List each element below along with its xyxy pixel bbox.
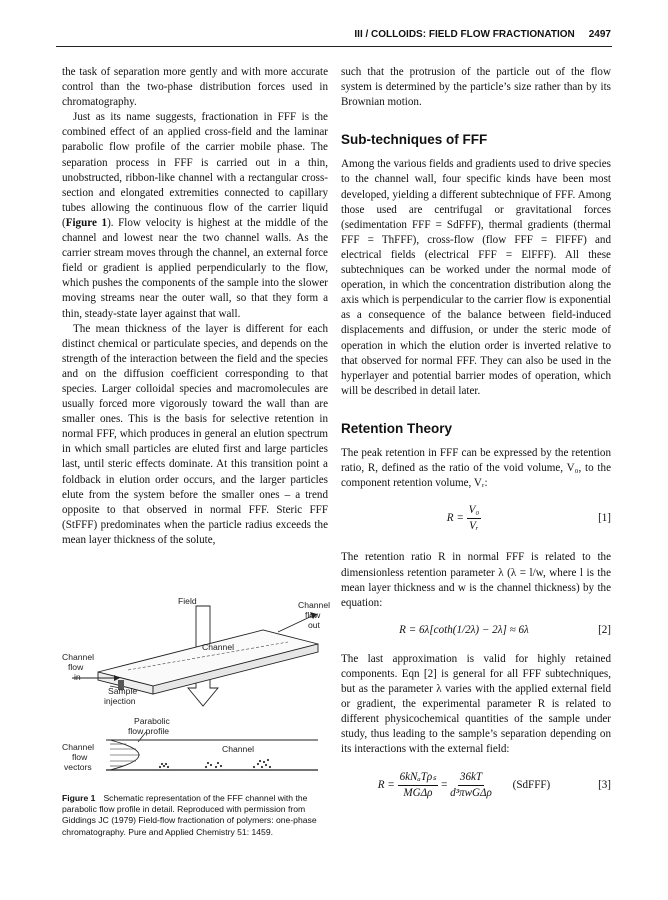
figure-1-caption [62,793,328,838]
eq2-number: [2] [598,623,611,636]
running-header [354,29,611,40]
eq3-fraction-2 [450,770,492,801]
heading-subtechniques: Sub-techniques of FFF [341,132,488,148]
caption-text: Schematic representation of the FFF channel with the parabolic flow profile in detail. Reproduced with permission from Giddings JC (1979) Field-flow fractionation of polymers: one-phase chromatography. Pure and Applied Chemistry 51: 1459. [62,793,317,837]
label-flow-in-1: Channel [62,652,95,662]
eq3-denominator-1: MGΔρ [403,786,433,799]
label-flow-out-1: Channel [298,600,331,610]
label-flow-in-3: in [74,672,81,682]
eq3-numerator-1: 6kNₐTρₛ [398,770,439,786]
right-paragraph-4: The retention ratio R in normal FFF is related to the dimensionless retention parameter λ (λ = l/w, where l is the mean layer thickness and w is the channel thickness) by the equation: [341,551,611,609]
eq1-number: [1] [598,512,611,525]
eq3-numerator-2: 36kT [458,770,484,786]
eq3-denominator-2: d³πwGΔρ [450,786,492,799]
fff-channel-schematic [58,594,338,794]
left-paragraph-2 [62,110,328,321]
eq1-fraction [467,503,482,534]
figure-1 [58,594,338,794]
label-channel-top: Channel [202,642,235,652]
label-vectors-3: vectors [64,762,92,772]
header-rule [56,46,612,47]
label-flow-in-2: flow [68,662,84,672]
right-paragraph-3: The peak retention in FFF can be expressed by the retention ratio, R, defined as the ratio of the void volume, V₀, to the component retention volume, Vᵣ: [341,446,611,490]
label-sample-1: Sample [108,686,138,696]
label-channel-lower: Channel [222,744,255,754]
channel-detail [106,732,318,770]
right-column [341,65,611,801]
eq1-numerator: V₀ [467,503,482,519]
left-paragraph-1: the task of separation more gently and with more accurate control than the two-phase distribution forces used in chromatography. [62,66,328,109]
label-flow-out-3: out [308,620,320,630]
eq1-lhs: R = [446,512,464,525]
eq1-denominator: Vᵣ [469,520,479,533]
label-flow-out-2: flow [305,610,321,620]
equation-3 [341,770,611,801]
right-paragraph-5: The last approximation is valid for highly retained components. Eqn [2] is general for all FFF subtechniques, but as the parameter λ varies with the applied external field or gradient, the experimental parameter R is related to different physicochemical quantities of the sample under study, thus leading to the sample’s separation depending on its interactions with the external field: [341,652,611,756]
label-parabolic-2: flow profile [128,726,170,736]
eq3-number: [3] [598,778,611,791]
label-vectors-2: flow [72,752,88,762]
eq3-equals: = [441,778,448,791]
right-paragraph-2: Among the various fields and gradients used to drive species to the channel wall, four specific kinds have been most developed, yielding a different subtechnique of FFF. Among those used are centrifugal or gravitational forces (sedimentation FFF = SdFFF), thermal gradients (thermal FFF = ThFFF), cross-flow (flow FFF = FlFFF) and electrical fields (electrical FFF = ElFFF). All these subtechniques can be worked under the normal mode of operation, in which the concentration distribution along the axis which is perpendicular to the carrier flow is exponential as a consequence of the balance between field-induced displacements and diffusion, or under the steric mode of operation in which the elution order is inverted relative to that observed for normal FFF. They can also be used in the hyperlayer and potential barrier modes of operation, which will be described in detail later. [341,158,611,397]
label-field: Field [178,596,197,606]
right-paragraph-1: such that the protrusion of the particle out of the flow system is determined by the particle’s size rather than by its Brownian motion. [341,66,611,109]
eq3-lhs: R = [377,778,395,791]
equation-1 [341,503,611,534]
sample-zones [159,759,271,768]
left-column [62,65,328,548]
heading-retention-theory: Retention Theory [341,420,453,436]
label-sample-2: injection [104,696,136,706]
caption-label: Figure 1 [62,793,96,803]
figure-1-reference[interactable]: Figure 1 [65,216,108,229]
eq3-fraction-1 [398,770,439,801]
eq3-tag: (SdFFF) [512,778,551,791]
left-paragraph-3: The mean thickness of the layer is different for each distinct chemical or particulate species, and depends on the strength of the interaction between the field and the species and on the diffusion coefficient corresponding to that species. Larger colloidal species and macromolecules are usually forced more vigorously toward the wall than are smaller ones. This is the basis for selective retention in normal FFF, which produces in general an elution spectrum in which small particles are eluted first and large particles last, until steric effects dominate. At this transition point a foldback in elution order occurs, and the larger particles elute from the system before the smaller ones – a trend opposite to that observed in normal FFF. Steric FFF (StFFF) predominates when the particle radius exceeds the mean layer thickness of the solute, [62,322,328,546]
left-p2-part-a: Just as its name suggests, fractionation in FFF is the combined effect of an applied cross-field and the laminar parabolic flow profile of the carrier mobile phase. The separation process in FFF is carried out in a thin, unobstructed, ribbon-like channel with a rectangular cross-section and elongated extremities connected to capillary tubes allowing the continuous flow of the carrier liquid ( [62,111,328,229]
equation-2 [341,623,611,638]
running-title: III / COLLOIDS: FIELD FLOW FRACTIONATION [354,29,575,40]
eq2-body: R = 6λ[coth(1/2λ) − 2λ] ≈ 6λ [399,623,529,636]
page-number: 2497 [588,29,611,40]
label-parabolic-1: Parabolic [134,716,170,726]
left-p2-part-b: ). Flow velocity is highest at the middle of the channel and lowest near the two channel walls. As the carrier stream moves through the channel, an external force field or gradient is applied perpendicularly to the flow, which pushes the components of the sample into the slower moving streams near the outer wall, so that they form a thin, steady-state layer against that wall. [62,216,328,320]
label-vectors-1: Channel [62,742,95,752]
